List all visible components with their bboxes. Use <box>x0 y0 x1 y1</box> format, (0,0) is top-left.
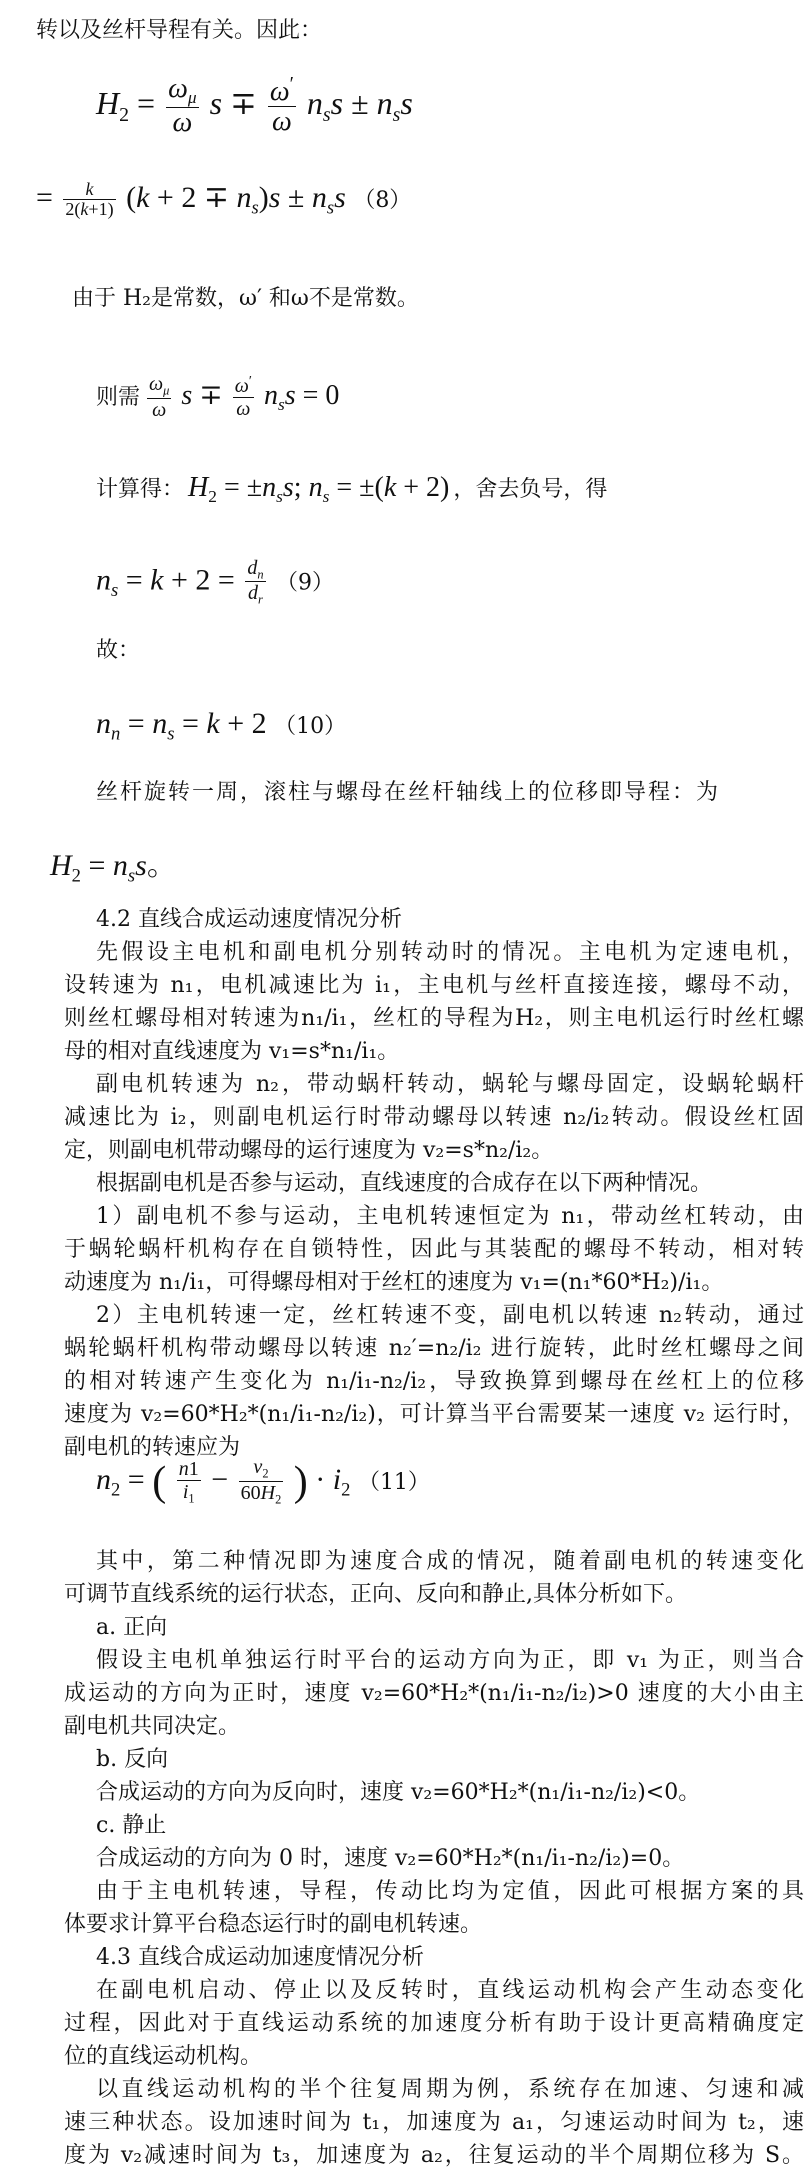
text-line: 假设主电机单独运行时平台的运动方向为正，即 v₁ 为正，则当合 <box>96 1648 804 1673</box>
screw-turn-text: 丝杆旋转一周，滚柱与螺母在丝杆轴线上的位移即导程：为 <box>96 780 721 805</box>
equation-9-number: （9） <box>276 570 335 596</box>
intro-text: 转以及丝杆导程有关。因此： <box>36 18 323 43</box>
text-line: 2）主电机转速一定，丝杠转速不变，副电机以转速 n₂转动，通过 <box>96 1303 804 1328</box>
text-line: 蜗轮蜗杆机构带动螺母以转速 n₂′=n₂/i₂ 进行旋转，此时丝杠螺母之间 <box>64 1336 804 1361</box>
text-line: 位的直线运动机构。 <box>64 2044 263 2069</box>
section-heading-4-3: 4.3 直线合成运动加速度情况分析 <box>96 1945 424 1970</box>
equation-8-number: （8） <box>353 188 412 213</box>
then-need-label: 则需 <box>96 385 141 410</box>
subheading-static: c. 静止 <box>96 1813 167 1838</box>
text-line: 体要求计算平台稳态运行时的副电机转速。 <box>64 1912 483 1937</box>
text-line: 则丝杠螺母相对转速为n₁/i₁，丝杠的导程为H₂，则主电机运行时丝杠螺 <box>64 1006 804 1031</box>
text-line: 定，则副电机带动螺母的运行速度为 v₂=s*n₂/i₂。 <box>64 1138 554 1163</box>
equation-8: = $\frac{k}{2(k+1)}$ $(k + 2 \mp n_s)s \pm n_ss$ （8） <box>36 179 412 220</box>
since-text: 由于 H₂是常数，ω′ 和ω不是常数。 <box>72 286 419 311</box>
section-heading-4-2: 4.2 直线合成运动速度情况分析 <box>96 907 402 932</box>
text-line: 其中，第二种情况即为速度合成的情况，随着副电机的转速变化 <box>96 1549 804 1574</box>
text-line: 过程，因此对于直线运动系统的加速度分析有助于设计更高精确度定 <box>64 2011 804 2036</box>
equation-h2-line1: $H_2$ = $\frac{\omega_\mu}{\omega}$ s ∓ $\frac{\omega'}{\omega}$ $n_ss \pm n_ss$ <box>96 73 413 139</box>
equation-lead: $H_2 = n_ss$。 <box>50 849 177 887</box>
equation-11-number: （11） <box>357 1470 430 1495</box>
equation-10: $n_n = n_s = k + 2$ （10） <box>96 707 347 745</box>
text-line: 设转速为 n₁，电机减速比为 i₁，主电机与丝杆直接连接，螺母不动， <box>64 973 804 998</box>
subheading-forward: a. 正向 <box>96 1615 168 1640</box>
text-line: 成运动的方向为正时，速度 v₂=60*H₂*(n₁/i₁-n₂/i₂)>0 速度的大小由主 <box>64 1681 804 1706</box>
text-line: 副电机共同决定。 <box>64 1714 241 1739</box>
equation-10-number: （10） <box>274 714 347 739</box>
calc-line: 计算得： $H_2 = \pm n_ss$; $n_s = \pm(k + 2)$ ，舍去负号，得 <box>96 472 608 507</box>
text-line: 度为 v₂减速时间为 t₃，加速度为 a₂，往复运动的半个周期位移为 S。 <box>64 2143 804 2168</box>
text-line: 可调节直线系统的运行状态，正向、反向和静止,具体分析如下。 <box>64 1582 687 1607</box>
text-line: 副电机转速为 n₂，带动蜗杆转动，蜗轮与螺母固定，设蜗轮蜗杆 <box>96 1072 804 1097</box>
text-line: 的相对转速产生变化为 n₁/i₁-n₂/i₂，导致换算到螺母在丝杠上的位移 <box>64 1369 804 1394</box>
text-line: 先假设主电机和副电机分别转动时的情况。主电机为定速电机， <box>96 940 804 965</box>
subheading-reverse: b. 反向 <box>96 1747 169 1772</box>
text-line: 合成运动的方向为反向时，速度 v₂=60*H₂*(n₁/i₁-n₂/i₂)<0。 <box>96 1780 701 1805</box>
section-analysis <box>64 1545 804 2172</box>
condition-equation: 则需 $\frac{\omega_\mu}{\omega}$ s ∓ $\frac{\omega'}{\omega}$ $n_ss = 0$ <box>96 373 340 421</box>
thus-text: 故： <box>96 638 141 663</box>
text-line: 于蜗轮蜗杆机构存在自锁特性，因此与其装配的螺母不转动，相对转 <box>64 1237 804 1262</box>
text-line: 母的相对直线速度为 v₁=s*n₁/i₁。 <box>64 1039 400 1064</box>
text-line: 减速比为 i₂，则副电机运行时带动螺母以转速 n₂/i₂转动。假设丝杠固 <box>64 1105 804 1130</box>
calc-suffix: ，舍去负号，得 <box>453 477 608 502</box>
text-line: 合成运动的方向为 0 时，速度 v₂=60*H₂*(n₁/i₁-n₂/i₂)=0。 <box>96 1846 685 1871</box>
text-line: 速三种状态。设加速时间为 t₁，加速度为 a₁，匀速运动时间为 t₂，速 <box>64 2110 804 2135</box>
text-line: 1）副电机不参与运动，主电机转速恒定为 n₁，带动丝杠转动，由 <box>96 1204 804 1229</box>
text-line: 速度为 v₂=60*H₂*(n₁/i₁-n₂/i₂)，可计算当平台需要某一速度 v₂ 运行时， <box>64 1402 804 1427</box>
equation-9: $n_s = k + 2$ = $\frac{d_n}{d_r}$ （9） <box>96 557 335 607</box>
text-line: 以直线运动机构的半个往复周期为例，系统存在加速、匀速和减 <box>96 2077 804 2102</box>
text-line: 在副电机启动、停止以及反转时，直线运动机构会产生动态变化 <box>96 1978 804 2003</box>
text-line: 动速度为 n₁/i₁，可得螺母相对于丝杠的速度为 v₁=(n₁*60*H₂)/i₁。 <box>64 1270 724 1295</box>
text-line: 根据副电机是否参与运动，直线速度的合成存在以下两种情况。 <box>96 1171 713 1196</box>
section-4-2 <box>64 903 804 1464</box>
text-line: 由于主电机转速，导程，传动比均为定值，因此可根据方案的具 <box>96 1879 804 1904</box>
calc-label: 计算得： <box>96 477 185 502</box>
equation-11: $n_2$ = ( $\frac{n1}{i_1}$ − $\frac{v_2}{60H_2}$ ) · $i_2$ （11） <box>96 1456 430 1507</box>
text-line: 副电机的转速应为 <box>64 1435 241 1460</box>
